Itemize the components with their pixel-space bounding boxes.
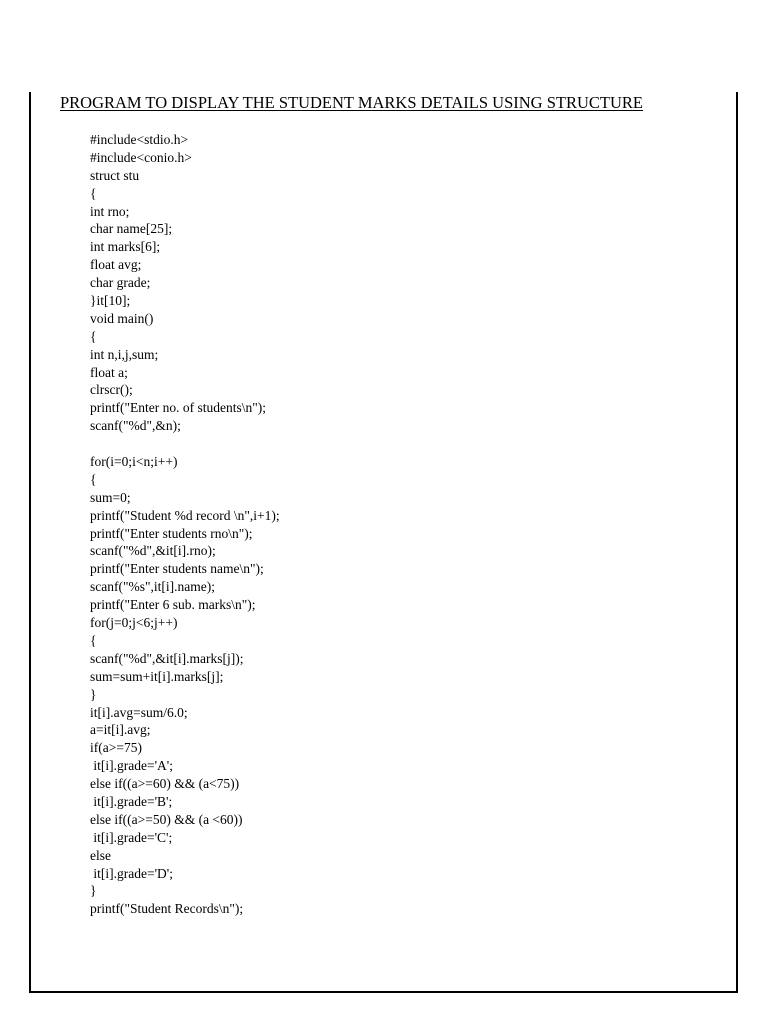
code-line: int marks[6]; bbox=[90, 239, 161, 255]
code-line: sum=0; bbox=[90, 489, 131, 505]
code-line: it[i].grade='C'; bbox=[90, 829, 173, 845]
code-line: for(i=0;i<n;i++) bbox=[90, 454, 178, 470]
code-line: }it[10]; bbox=[90, 293, 131, 309]
code-line: scanf("%d",&it[i].rno); bbox=[90, 543, 216, 559]
code-line: #include<stdio.h> bbox=[90, 132, 189, 147]
code-line: printf("Enter students name\n"); bbox=[90, 561, 264, 577]
code-line: int n,i,j,sum; bbox=[90, 346, 159, 362]
code-line: struct stu bbox=[90, 167, 140, 183]
code-line: it[i].grade='D'; bbox=[90, 865, 173, 881]
code-line bbox=[90, 435, 280, 453]
code-line: printf("Student %d record \n",i+1); bbox=[90, 507, 280, 523]
code-line: { bbox=[90, 328, 97, 344]
code-line: { bbox=[90, 471, 97, 487]
code-line: #include<conio.h> bbox=[90, 149, 192, 165]
page-title: PROGRAM TO DISPLAY THE STUDENT MARKS DETAILS USING STRUCTURE bbox=[60, 93, 643, 112]
code-line: else if((a>=50) && (a <60)) bbox=[90, 811, 243, 827]
code-line: } bbox=[90, 686, 97, 702]
code-line: { bbox=[90, 632, 97, 648]
code-line: sum=sum+it[i].marks[j]; bbox=[90, 668, 224, 684]
code-listing bbox=[90, 131, 280, 918]
code-line: it[i].grade='A'; bbox=[90, 758, 173, 774]
code-line: void main() bbox=[90, 310, 154, 326]
code-line: char name[25]; bbox=[90, 221, 173, 237]
code-line: else bbox=[90, 847, 111, 863]
code-line: float avg; bbox=[90, 257, 142, 273]
code-line: } bbox=[90, 883, 97, 899]
code-line: scanf("%s",it[i].name); bbox=[90, 579, 215, 595]
code-line: printf("Enter students rno\n"); bbox=[90, 525, 253, 541]
code-line: it[i].avg=sum/6.0; bbox=[90, 704, 188, 720]
code-line: if(a>=75) bbox=[90, 740, 142, 756]
code-line: it[i].grade='B'; bbox=[90, 793, 173, 809]
code-line: for(j=0;j<6;j++) bbox=[90, 615, 178, 631]
code-line: char grade; bbox=[90, 275, 151, 291]
code-line: a=it[i].avg; bbox=[90, 722, 151, 738]
code-line: clrscr(); bbox=[90, 382, 133, 398]
code-line: scanf("%d",&n); bbox=[90, 418, 181, 434]
code-line: int rno; bbox=[90, 203, 130, 219]
code-line: scanf("%d",&it[i].marks[j]); bbox=[90, 650, 244, 666]
code-line: printf("Enter no. of students\n"); bbox=[90, 400, 266, 416]
code-line: { bbox=[90, 185, 97, 201]
code-line: float a; bbox=[90, 364, 128, 380]
code-line: else if((a>=60) && (a<75)) bbox=[90, 776, 240, 792]
code-line: printf("Enter 6 sub. marks\n"); bbox=[90, 597, 256, 613]
code-line: printf("Student Records\n"); bbox=[90, 901, 244, 917]
